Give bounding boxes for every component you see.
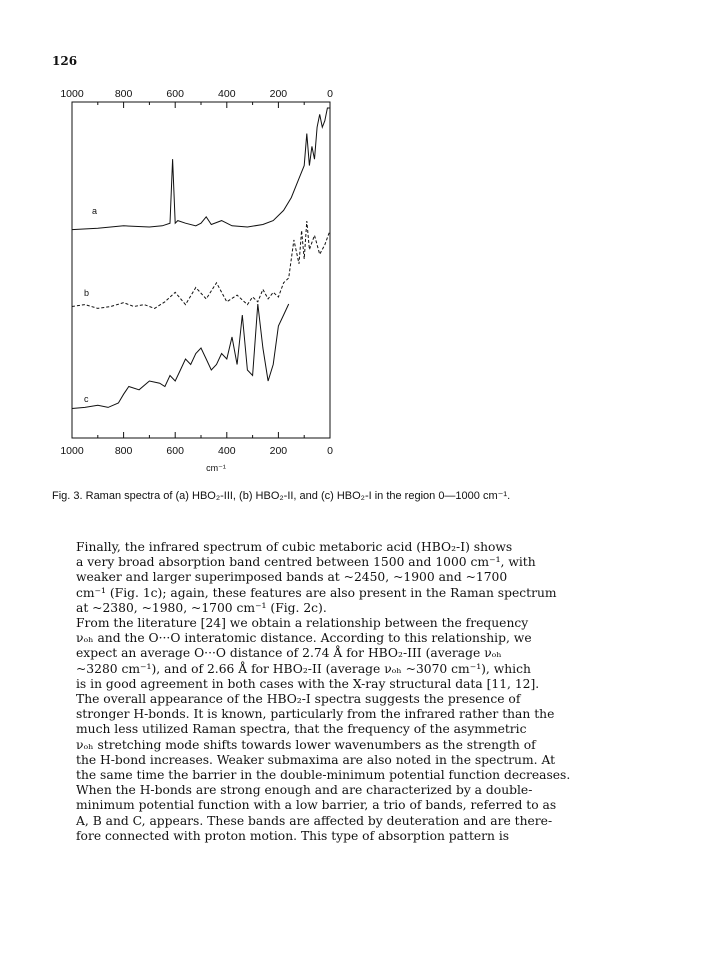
body-paragraph (52, 616, 676, 692)
trace-label-b: b (84, 288, 90, 298)
bottom-axis-ticks (60, 432, 333, 457)
body-line: A, B and C, appears. These bands are affected by deuteration and are there- (76, 813, 553, 828)
body-line: When the H-bonds are strong enough and are characterized by a double- (76, 783, 533, 798)
body-line: νₒₕ stretching mode shifts towards lower wavenumbers as the strength of (76, 737, 536, 752)
raman-spectra-plot (40, 84, 370, 484)
top-tick-label: 600 (166, 88, 184, 100)
top-tick-label: 400 (218, 88, 236, 100)
bottom-tick-label: 200 (269, 445, 288, 457)
body-line: expect an average O···O distance of 2.74 Å for HBO₂-III (average νₒₕ (76, 646, 502, 661)
trace-label-a: a (92, 206, 98, 216)
article-body (52, 540, 676, 844)
top-axis-ticks (60, 88, 333, 108)
figure-caption: Fig. 3. Raman spectra of (a) HBO₂-III, (b) HBO₂-II, and (c) HBO₂-I in the region 0—1000 cm⁻¹. (52, 490, 511, 502)
raman-figure (40, 84, 370, 484)
body-line: stronger H-bonds. It is known, particularly from the infrared rather than the (76, 707, 555, 722)
bottom-tick-label: 0 (327, 445, 333, 457)
body-line: is in good agreement in both cases with the X-ray structural data [11, 12]. (76, 676, 540, 691)
trace-label-c: c (84, 394, 89, 404)
body-line: much less utilized Raman spectra, that the frequency of the asymmetric (76, 722, 527, 737)
body-line: νₒₕ and the O···O interatomic distance. According to this relationship, we (76, 631, 532, 646)
plot-frame (72, 102, 330, 438)
top-tick-label: 0 (327, 88, 333, 100)
spectrum-trace-a (72, 108, 330, 230)
body-line: minimum potential function with a low barrier, a trio of bands, referred to as (76, 798, 557, 813)
top-tick-label: 800 (114, 88, 133, 100)
page-number: 126 (52, 54, 78, 68)
body-line: ~3280 cm⁻¹), and of 2.66 Å for HBO₂-II (average νₒₕ ~3070 cm⁻¹), which (76, 661, 531, 676)
bottom-tick-label: 1000 (60, 445, 84, 457)
spectrum-trace-c (72, 304, 289, 409)
body-paragraph (52, 540, 676, 616)
bottom-tick-label: 400 (218, 445, 236, 457)
trace-labels (84, 206, 97, 404)
x-axis-unit-label: cm⁻¹ (206, 463, 226, 473)
body-line: fore connected with proton motion. This type of absorption pattern is (76, 828, 510, 843)
body-line: at ~2380, ~1980, ~1700 cm⁻¹ (Fig. 2c). (76, 600, 327, 615)
body-line: a very broad absorption band centred between 1500 and 1000 cm⁻¹, with (76, 555, 536, 570)
top-tick-label: 1000 (60, 88, 84, 100)
body-line: The overall appearance of the HBO₂-I spectra suggests the presence of (76, 692, 521, 707)
body-line: Finally, the infrared spectrum of cubic metaboric acid (HBO₂-I) shows (76, 540, 513, 554)
spectrum-trace-b (72, 221, 330, 308)
bottom-tick-label: 800 (114, 445, 133, 457)
body-line: From the literature [24] we obtain a relationship between the frequency (76, 616, 529, 631)
top-tick-label: 200 (269, 88, 288, 100)
spectra-traces (72, 108, 330, 409)
body-line: weaker and larger superimposed bands at ~2450, ~1900 and ~1700 (76, 570, 508, 585)
body-line: cm⁻¹ (Fig. 1c); again, these features are also present in the Raman spectrum (76, 585, 557, 600)
body-line: the H-bond increases. Weaker submaxima are also noted in the spectrum. At (76, 752, 556, 767)
body-paragraph (52, 692, 676, 844)
bottom-tick-label: 600 (166, 445, 184, 457)
body-line: the same time the barrier in the double-minimum potential function decreases. (76, 768, 571, 783)
